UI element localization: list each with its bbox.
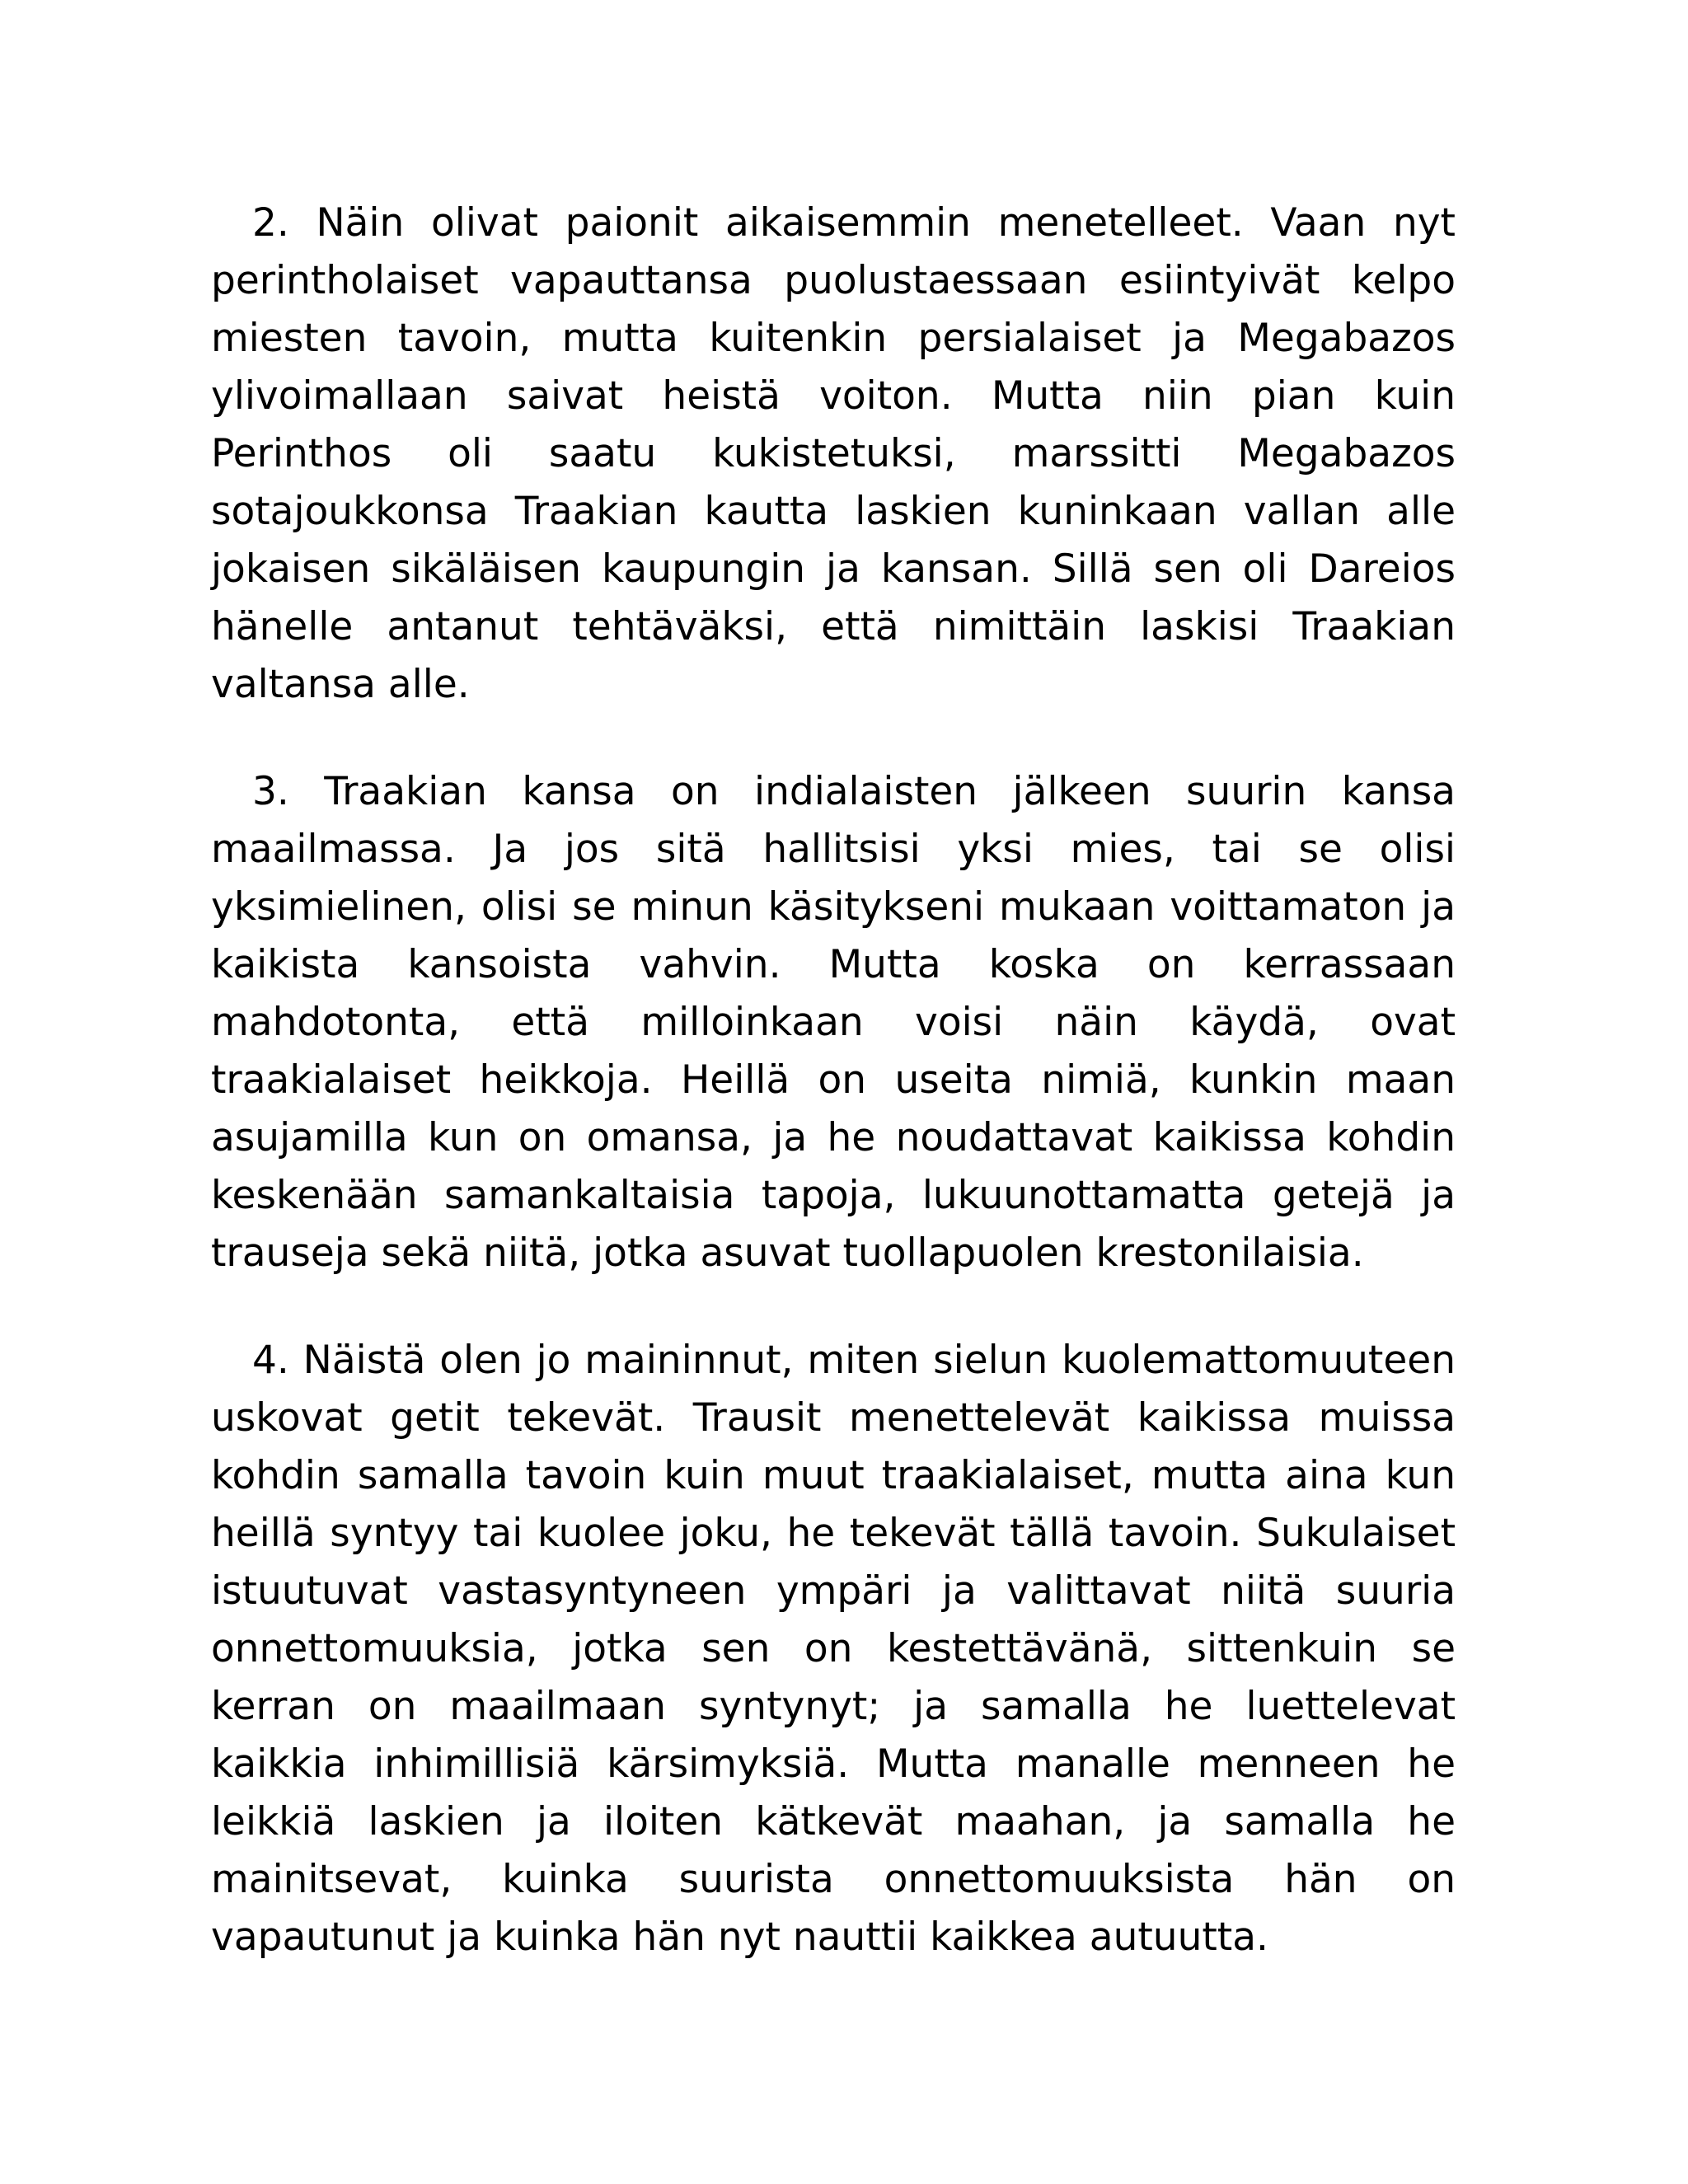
paragraph-4: 4. Näistä olen jo maininnut, miten sielun kuolemattomuuteen uskovat getit tekevät. Trausit menettelevät kaikissa muissa kohdin samalla tavoin kuin muut traakialaiset, mutta aina kun heillä syntyy tai kuolee joku, he tekevät tällä tavoin. Sukulaiset istuutuvat vastasyntyneen ympäri ja valittavat niitä suuria onnettomuuksia, jotka sen on kestettävänä, sittenkuin se kerran on maailmaan syntynyt; ja samalla he luettelevat kaikkia inhimillisiä kärsimyksiä. Mutta manalle menneen he leikkiä laskien ja iloiten kätkevät maahan, ja samalla he mainitsevat, kuinka suurista onnettomuuksista hän on vapautunut ja kuinka hän nyt nauttii kaikkea autuutta. bbox=[211, 1338, 1456, 1960]
document-page bbox=[211, 194, 1456, 2016]
paragraph-2: 2. Näin olivat paionit aikaisemmin menetelleet. Vaan nyt perintholaiset vapauttansa puolustaessaan esiintyivät kelpo miesten tavoin, mutta kuitenkin persialaiset ja Megabazos ylivoimallaan saivat heistä voiton. Mutta niin pian kuin Perinthos oli saatu kukistetuksi, marssitti Megabazos sotajoukkonsa Traakian kautta laskien kuninkaan vallan alle jokaisen sikäläisen kaupungin ja kansan. Sillä sen oli Dareios hänelle antanut tehtäväksi, että nimittäin laskisi Traakian valtansa alle. bbox=[211, 200, 1456, 707]
paragraph-3: 3. Traakian kansa on indialaisten jälkeen suurin kansa maailmassa. Ja jos sitä hallitsisi yksi mies, tai se olisi yksimielinen, olisi se minun käsitykseni mukaan voittamaton ja kaikista kansoista vahvin. Mutta koska on kerrassaan mahdotonta, että milloinkaan voisi näin käydä, ovat traakialaiset heikkoja. Heillä on useita nimiä, kunkin maan asujamilla kun on omansa, ja he noudattavat kaikissa kohdin keskenään samankaltaisia tapoja, lukuunottamatta getejä ja trauseja sekä niitä, jotka asuvat tuollapuolen krestonilaisia. bbox=[211, 769, 1456, 1276]
